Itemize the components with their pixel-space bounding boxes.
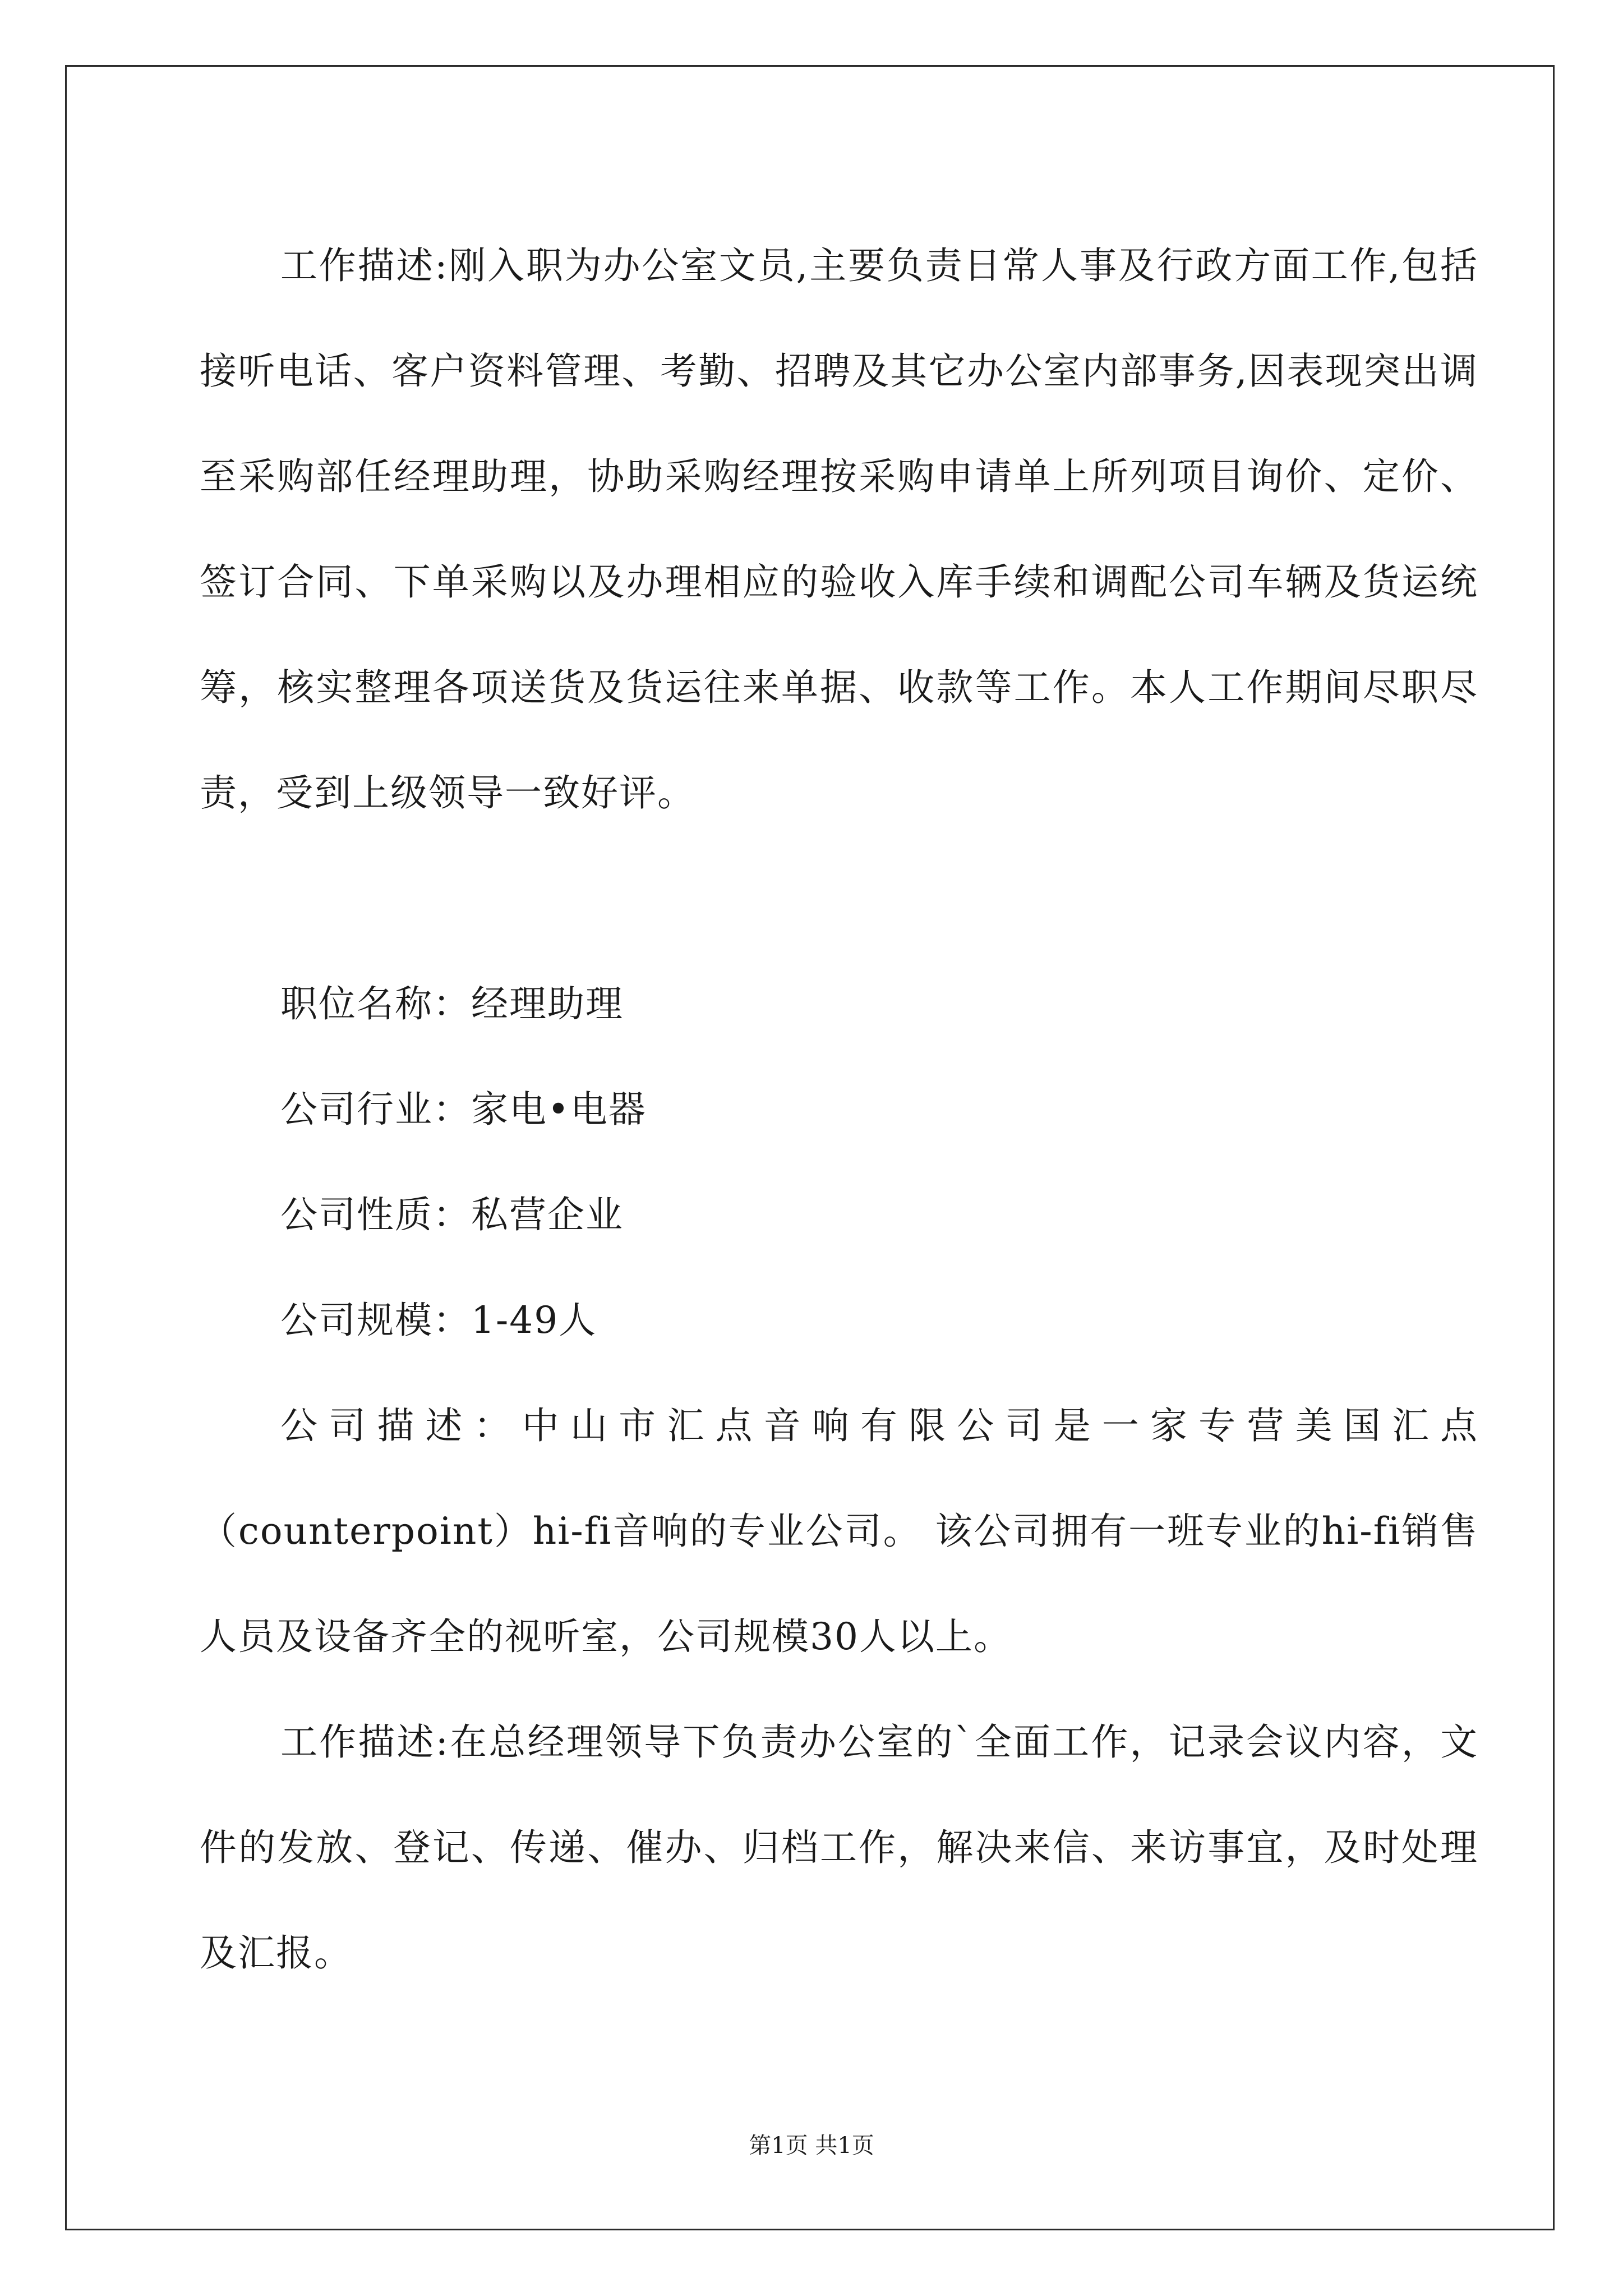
work-description-paragraph-2: 工作描述:在总经理领导下负责办公室的`全面工作，记录会议内容，文件的发放、登记、传递、催办、归档工作，解决来信、来访事宜，及时处理及汇报。: [200, 1720, 1478, 1975]
company-nature-field: 公司性质：私营企业: [280, 1193, 624, 1236]
company-industry-field: 公司行业：家电•电器: [280, 1088, 647, 1131]
paragraph-spacer: [200, 846, 1478, 951]
page-number-footer: 第1页 共1页: [749, 2133, 874, 2159]
job-title-field: 职位名称：经理助理: [280, 982, 624, 1025]
company-scale-field: 公司规模：1-49人: [280, 1299, 597, 1342]
document-body: [200, 213, 1478, 2006]
work-description-paragraph-1: 工作描述:刚入职为办公室文员,主要负责日常人事及行政方面工作,包括接听电话、客户资料管理、考勤、招聘及其它办公室内部事务,因表现突出调至采购部任经理助理，协助采购经理按采购申请单上所列项目询价、定价、签订合同、下单采购以及办理相应的验收入库手续和调配公司车辆及货运统筹，核实整理各项送货及货运往来单据、收款等工作。本人工作期间尽职尽责，受到上级领导一致好评。: [200, 244, 1478, 815]
company-description-paragraph: 公司描述：中山市汇点音响有限公司是一家专营美国汇点（counterpoint）hi-fi音响的专业公司。 该公司拥有一班专业的hi-fi销售人员及设备齐全的视听室，公司规模30人以上。: [200, 1404, 1478, 1658]
